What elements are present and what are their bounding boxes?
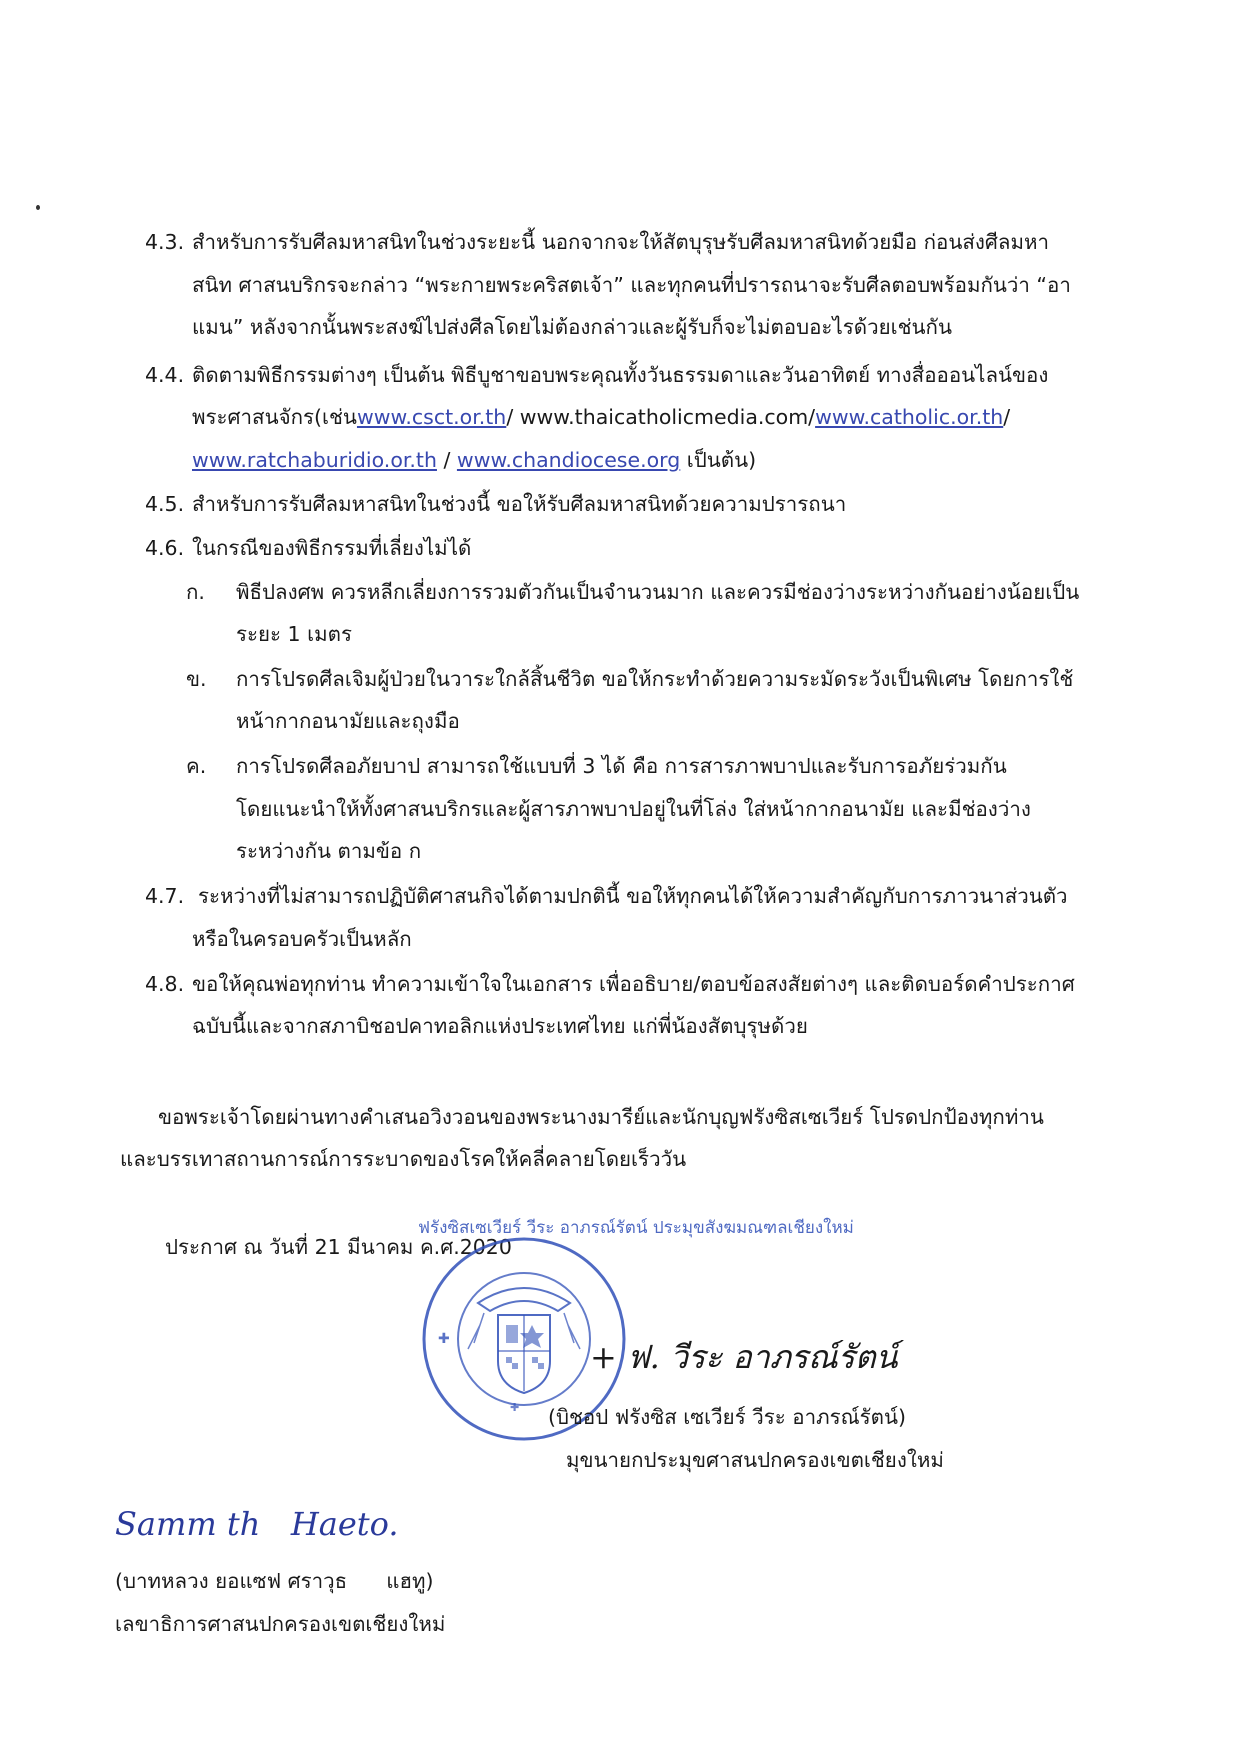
bishop-signature-text: + ฟ. วีระ อาภรณ์รัตน์ (590, 1338, 898, 1376)
item-text-line: ระหว่างที่ไม่สามารถปฏิบัติศาสนกิจได้ตามปกตินี้ ขอให้ทุกคนได้ให้ความสำคัญกับการภาวนาส่วนตัว (198, 884, 1068, 908)
scan-speck (36, 205, 40, 210)
text-separator: / (436, 448, 457, 472)
blessing-line: และบรรเทาสถานการณ์การระบาดของโรคให้คลี่คลายโดยเร็ววัน (120, 1147, 687, 1171)
sub-item-mark: ค. (186, 754, 207, 778)
sub-item-mark: ก. (186, 580, 205, 604)
bishop-signature (590, 1328, 930, 1388)
item-number: 4.3. (145, 230, 185, 254)
text-prefix: พระศาสนจักร(เช่น (192, 405, 357, 429)
item-text-line: ติดตามพิธีกรรมต่างๆ เป็นต้น พิธีบูชาขอบพระคุณทั้งวันธรรมดาและวันอาทิตย์ ทางสื่อออนไลน์ของ (192, 363, 1049, 387)
link-catholic[interactable]: www.catholic.or.th (815, 405, 1004, 429)
secretary-name: (บาทหลวง ยอแซฟ ศราวุธ แฮทู) (115, 1569, 434, 1593)
svg-text:✚: ✚ (438, 1331, 450, 1347)
text-suffix: เป็นต้น) (680, 448, 757, 472)
item-text-line: สำหรับการรับศีลมหาสนิทในช่วงนี้ ขอให้รับศีลมหาสนิทด้วยความปรารถนา (192, 492, 847, 516)
sub-item-text-line: ระยะ 1 เมตร (236, 622, 352, 646)
item-text-line: ฉบับนี้และจากสภาบิชอปคาทอลิกแห่งประเทศไทย แก่พี่น้องสัตบุรุษด้วย (192, 1014, 808, 1038)
announcement-date: ประกาศ ณ วันที่ 21 มีนาคม ค.ศ.2020 (165, 1235, 512, 1259)
item-number: 4.4. (145, 363, 185, 387)
item-text-line: สำหรับการรับศีลมหาสนิทในช่วงระยะนี้ นอกจากจะให้สัตบุรุษรับศีลมหาสนิทด้วยมือ ก่อนส่งศีลมหา (192, 230, 1050, 254)
item-text-line: ในกรณีของพิธีกรรมที่เลี่ยงไม่ได้ (192, 536, 472, 560)
blessing-line: ขอพระเจ้าโดยผ่านทางคำเสนอวิงวอนของพระนางมารีย์และนักบุญฟรังซิสเซเวียร์ โปรดปกป้องทุกท่าน (158, 1105, 1044, 1129)
item-number: 4.6. (145, 536, 185, 560)
link-ratchaburi[interactable]: www.ratchaburidio.or.th (192, 448, 437, 472)
text-separator: / www.thaicatholicmedia.com/ (506, 405, 816, 429)
item-text-line: ขอให้คุณพ่อทุกท่าน ทำความเข้าใจในเอกสาร เพื่ออธิบาย/ตอบข้อสงสัยต่างๆ และติดบอร์ดคำประกาศ (192, 972, 1075, 996)
item-number: 4.8. (145, 972, 185, 996)
svg-text:✚: ✚ (510, 1401, 520, 1414)
item-number: 4.5. (145, 492, 185, 516)
secretary-title: เลขาธิการศาสนปกครองเขตเชียงใหม่ (115, 1612, 446, 1636)
sub-item-text-line: ระหว่างกัน ตามข้อ ก (236, 839, 422, 863)
sub-item-text-line: การโปรดศีลอภัยบาป สามารถใช้แบบที่ 3 ได้ คือ การสารภาพบาปและรับการอภัยร่วมกัน (236, 754, 1007, 778)
item-text-line: หรือในครอบครัวเป็นหลัก (192, 927, 412, 951)
item-text-line (192, 403, 1010, 431)
text-separator: / (1003, 405, 1011, 429)
item-number: 4.7. (145, 884, 185, 908)
sub-item-text-line: พิธีปลงศพ ควรหลีกเลี่ยงการรวมตัวกันเป็นจำนวนมาก และควรมีช่องว่างระหว่างกันอย่างน้อยเป็น (236, 580, 1080, 604)
sub-item-mark: ข. (186, 667, 207, 691)
seal-text: ฟรังซิสเซเวียร์ วีระ อาภรณ์รัตน์ ประมุขสังฆมณฑลเชียงใหม่ (418, 1218, 854, 1238)
sub-item-text-line: โดยแนะนำให้ทั้งศาสนบริกรและผู้สารภาพบาปอยู่ในที่โล่ง ใส่หน้ากากอนามัย และมีช่องว่าง (236, 797, 1031, 821)
bishop-title: มุขนายกประมุขศาสนปกครองเขตเชียงใหม่ (566, 1448, 944, 1472)
secretary-signature (115, 1495, 445, 1550)
sub-item-text-line: หน้ากากอนามัยและถุงมือ (236, 709, 460, 733)
item-text-line: แมน” หลังจากนั้นพระสงฆ์ไปส่งศีลโดยไม่ต้องกล่าวและผู้รับก็จะไม่ตอบอะไรด้วยเช่นกัน (192, 315, 952, 339)
item-text-line: สนิท ศาสนบริกรจะกล่าว “พระกายพระคริสตเจ้า” และทุกคนที่ปรารถนาจะรับศีลตอบพร้อมกันว่า “อา (192, 273, 1071, 297)
item-text-line (192, 446, 756, 474)
sub-item-text-line: การโปรดศีลเจิมผู้ป่วยในวาระใกล้สิ้นชีวิต ขอให้กระทำด้วยความระมัดระวังเป็นพิเศษ โดยการใช้ (236, 667, 1074, 691)
link-csct[interactable]: www.csct.or.th (356, 405, 507, 429)
link-chandiocese[interactable]: www.chandiocese.org (456, 448, 681, 472)
bishop-name: (บิชอป ฟรังซิส เซเวียร์ วีระ อาภรณ์รัตน์) (548, 1405, 906, 1429)
secretary-signature-text: Samm th Haeto. (115, 1505, 399, 1543)
